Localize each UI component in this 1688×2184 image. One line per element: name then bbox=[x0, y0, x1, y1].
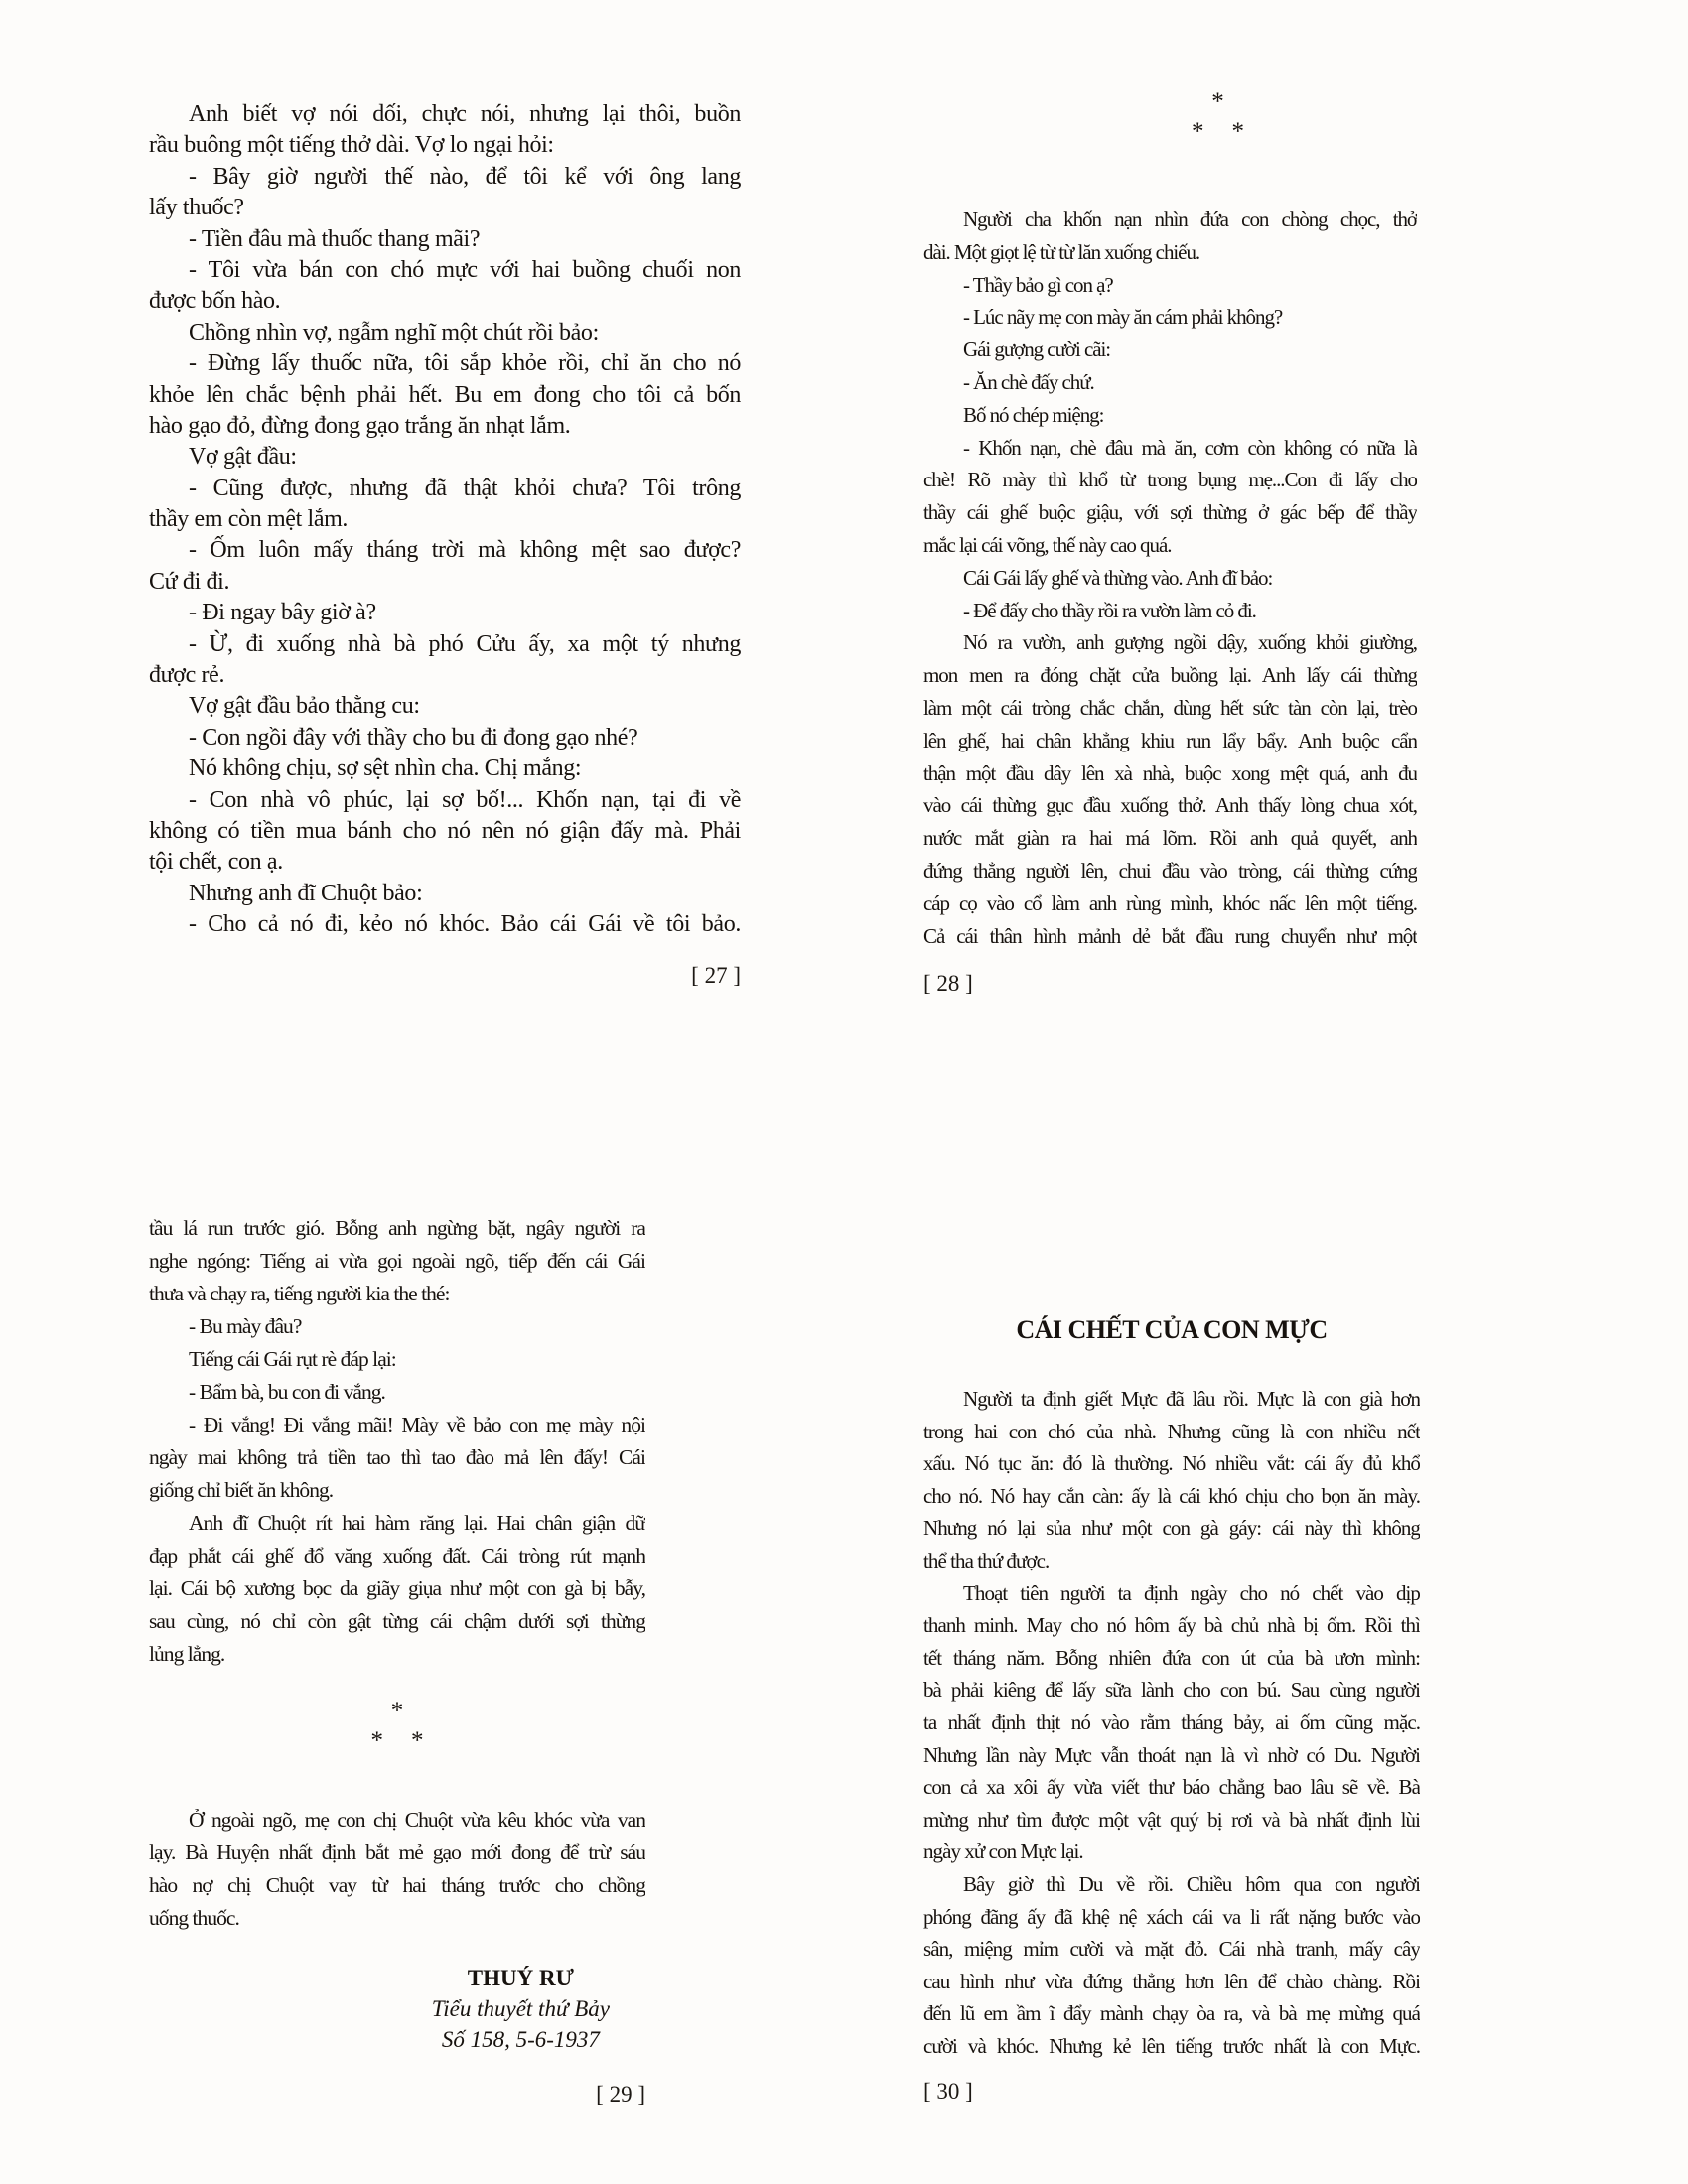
page-30-text-column bbox=[923, 1313, 1420, 2062]
text-line: thầy cái ghế buộc giậu, với sợi thừng ở gác bếp để thầy bbox=[923, 500, 1417, 525]
text-line: - Con nhà vô phúc, lại sợ bố!... Khốn nạn, tại đi về bbox=[189, 786, 741, 813]
text-line: Cứ đi đi. bbox=[149, 568, 230, 595]
text-line: thanh minh. May cho nó hôm ấy bà chủ nhà bị ốm. Rồi thì bbox=[923, 1613, 1420, 1638]
text-line: lạy. Bà Huyện nhất định bắt mẻ gạo mới đong để trừ sáu bbox=[149, 1841, 645, 1864]
text-line: Bố nó chép miệng: bbox=[963, 402, 1104, 427]
page-27-text-column bbox=[149, 99, 741, 941]
text-line: Tiếng cái Gái rụt rè đáp lại: bbox=[189, 1347, 396, 1371]
text-line: cười và khóc. Nhưng kẻ lên tiếng trước nhất là con Mực. bbox=[923, 2033, 1420, 2058]
page-number-28: [ 28 ] bbox=[923, 971, 973, 996]
text-line: Gái gượng cười cãi: bbox=[963, 338, 1111, 362]
text-line: - Bây giờ người thế nào, để tôi kể với ông lang bbox=[189, 163, 741, 190]
text-line: - Để đấy cho thầy rồi ra vườn làm cỏ đi. bbox=[963, 598, 1256, 622]
asterisk-glyph: * bbox=[390, 1698, 404, 1724]
text-line: - Tiền đâu mà thuốc thang mãi? bbox=[189, 225, 481, 252]
text-line: Cả cái thân hình mảnh dẻ bắt đầu rung chuyển như một bbox=[923, 923, 1417, 948]
text-line: Cái Gái lấy ghế và thừng vào. Anh đĩ bảo: bbox=[963, 565, 1273, 590]
text-line: đến lũ em ầm ĩ đẩy mành chạy òa ra, và bà mẹ mừng quá bbox=[923, 2001, 1420, 2026]
text-line: - Khốn nạn, chè đâu mà ăn, cơm còn không có nữa là bbox=[963, 435, 1417, 460]
text-line: Vợ gật đầu: bbox=[189, 444, 297, 471]
text-line: ta nhất định thịt nó vào rằm tháng bảy, ai ốm cũng mặc. bbox=[923, 1709, 1420, 1734]
text-line: dài. Một giọt lệ từ từ lăn xuống chiếu. bbox=[923, 239, 1200, 264]
text-line: lấy thuốc? bbox=[149, 195, 244, 221]
text-line: - Bu mày đâu? bbox=[189, 1314, 302, 1338]
ornament-row bbox=[971, 117, 1465, 147]
text-line: cho nó. Nó hay cắn càn: ấy là cái khó chịu cho bọn ăn mày. bbox=[923, 1483, 1420, 1508]
asterisk-glyph: * bbox=[1211, 88, 1224, 115]
text-line: lại. Cái bộ xương bọc da giãy giụa như một con gà bị bẫy, bbox=[149, 1576, 645, 1600]
section-break-ornament bbox=[923, 87, 1417, 147]
asterisk-glyph: * bbox=[370, 1727, 383, 1754]
text-line: hào nợ chị Chuột vay từ hai tháng trước cho chồng bbox=[149, 1873, 645, 1897]
page-27-paragraph-lines bbox=[149, 99, 741, 941]
text-line: Bây giờ thì Du về rồi. Chiều hôm qua con người bbox=[963, 1871, 1420, 1896]
text-line: được rẻ. bbox=[149, 662, 225, 689]
text-line: Nó không chịu, sợ sệt nhìn cha. Chị mắng: bbox=[189, 755, 582, 782]
text-line: xấu. Nó tục ăn: đó là thường. Nó nhiều vắt: cái ấy đủ khổ bbox=[923, 1451, 1420, 1476]
text-line: tết tháng năm. Bỗng nhiên đứa con út của bà ươn mình: bbox=[923, 1645, 1420, 1670]
text-line: - Thầy bảo gì con ạ? bbox=[963, 272, 1113, 297]
text-line: Nhưng lần này Mực vẫn thoát nạn là vì nhờ có Du. Người bbox=[923, 1742, 1420, 1767]
text-line: bà phải kiêng để lấy sữa lành cho con bú. Sau cùng người bbox=[923, 1678, 1420, 1703]
text-line: lủng lẳng. bbox=[149, 1642, 225, 1666]
text-line: thầy em còn mệt lắm. bbox=[149, 506, 349, 533]
text-line: Anh biết vợ nói dối, chực nói, nhưng lại thôi, buồn bbox=[189, 101, 741, 127]
text-line: Ở ngoài ngõ, mẹ con chị Chuột vừa kêu khóc vừa van bbox=[189, 1808, 645, 1832]
author-signature-block bbox=[432, 1963, 610, 2055]
text-line: chè! Rõ mày thì khổ từ trong bụng mẹ...Con đi lấy cho bbox=[923, 468, 1417, 492]
page-29-paragraph-lines bbox=[149, 1212, 645, 1671]
text-line: Anh đĩ Chuột rít hai hàm răng lại. Hai chân giận dữ bbox=[189, 1511, 645, 1535]
text-line: phóng đãng ấy đã khệ nệ xách cái va li rất nặng bước vào bbox=[923, 1904, 1420, 1929]
text-line: Thoạt tiên người ta định ngày cho nó chết vào dịp bbox=[963, 1580, 1420, 1605]
text-line: tầu lá run trước gió. Bỗng anh ngừng bặt, ngây người ra bbox=[149, 1216, 645, 1240]
section-break-ornament bbox=[149, 1697, 645, 1756]
asterisk-glyph: * bbox=[1192, 118, 1204, 145]
text-line: tội chết, con ạ. bbox=[149, 849, 283, 876]
text-line: nghe ngóng: Tiếng ai vừa gọi ngoài ngõ, tiếp đến cái Gái bbox=[149, 1249, 645, 1273]
text-line: trong hai con chó của nhà. Nhưng cũng là con nhiều nết bbox=[923, 1419, 1420, 1443]
text-line: mừng như tìm được một vật quý bị rơi và bà nhất định lùi bbox=[923, 1807, 1420, 1832]
text-line: - Lúc nãy mẹ con mày ăn cám phải không? bbox=[963, 305, 1283, 330]
ornament-row bbox=[971, 87, 1465, 117]
page-29-text-column bbox=[149, 1212, 645, 2055]
ornament-row bbox=[149, 1697, 645, 1726]
text-line: - Đừng lấy thuốc nữa, tôi sắp khỏe rồi, chỉ ăn cho nó bbox=[189, 350, 741, 377]
text-line: hào gạo đỏ, đừng đong gạo trắng ăn nhạt lắm. bbox=[149, 412, 571, 439]
text-line: mon men ra đóng chặt cửa buồng lại. Anh lấy cái thừng bbox=[923, 663, 1417, 688]
text-line: uống thuốc. bbox=[149, 1906, 239, 1930]
page-number-29: [ 29 ] bbox=[596, 2082, 645, 2107]
text-line: Nhưng nó lại sủa như một con gà gáy: cái này thì không bbox=[923, 1516, 1420, 1541]
ornament-row bbox=[149, 1726, 645, 1756]
text-line: Nhưng anh đĩ Chuột bảo: bbox=[189, 880, 423, 906]
text-line: ngày mai không trả tiền tao thì tao đào mả lên đấy! Cái bbox=[149, 1445, 645, 1469]
text-line: không có tiền mua bánh cho nó nên nó giận đấy mà. Phải bbox=[149, 817, 741, 844]
page-28-text-column bbox=[923, 204, 1417, 952]
text-line: rầu buông một tiếng thở dài. Vợ lo ngại hỏi: bbox=[149, 132, 554, 159]
text-line: Chồng nhìn vợ, ngẫm nghĩ một chút rồi bảo: bbox=[189, 319, 599, 345]
text-line: - Đi ngay bây giờ à? bbox=[189, 600, 376, 626]
publication-title: Tiểu thuyết thứ Bảy bbox=[431, 1996, 610, 2021]
page-28-paragraph-lines bbox=[923, 204, 1417, 952]
author-name: THUÝ RƯ bbox=[467, 1966, 574, 1990]
text-line: Vợ gật đầu bảo thằng cu: bbox=[189, 693, 420, 720]
text-line: - Ốm luôn mấy tháng trời mà không mệt sao được? bbox=[189, 537, 741, 564]
text-line: - Bẩm bà, bu con đi vắng. bbox=[189, 1380, 385, 1404]
text-line: - Tôi vừa bán con chó mực với hai buồng chuối non bbox=[189, 256, 741, 283]
asterisk-glyph: * bbox=[411, 1727, 424, 1754]
text-line: - Cho cả nó đi, kẻo nó khóc. Bảo cái Gái về tôi bảo. bbox=[189, 911, 741, 938]
text-line: - Ăn chè đấy chứ. bbox=[963, 369, 1094, 394]
text-line: giống chỉ biết ăn không. bbox=[149, 1478, 334, 1502]
text-line: đứng thẳng người lên, chui đầu vào tròng, cái thừng cứng bbox=[923, 858, 1417, 883]
text-line: nước mắt giàn ra hai má lõm. Rồi anh quả quyết, anh bbox=[923, 826, 1417, 851]
text-line: thận một đầu dây lên xà nhà, buộc xong mệt quá, anh đu bbox=[923, 760, 1417, 785]
page-number-30: [ 30 ] bbox=[923, 2079, 973, 2104]
text-line: Người ta định giết Mực đã lâu rồi. Mực là con già hơn bbox=[963, 1387, 1420, 1411]
page-30-paragraph-lines bbox=[923, 1383, 1420, 2062]
text-line: cau hình như vừa đứng thẳng hơn lên để chào chàng. Rồi bbox=[923, 1969, 1420, 1993]
text-line: lên ghế, hai chân khẳng khiu run lẩy bẩy. Anh buộc cẩn bbox=[923, 728, 1417, 752]
text-line: cáp cọ vào cổ làm anh rùng mình, khóc nấc lên một tiếng. bbox=[923, 890, 1417, 915]
text-line: Nó ra vườn, anh gượng ngồi dậy, xuống khỏi giường, bbox=[963, 630, 1417, 655]
story-title: CÁI CHẾT CỦA CON MỰC bbox=[1016, 1315, 1328, 1344]
text-line: mắc lại cái võng, thế này cao quá. bbox=[923, 532, 1172, 557]
text-line: - Ừ, đi xuống nhà bà phó Cửu ấy, xa một tý nhưng bbox=[189, 630, 741, 657]
text-line: làm một cái tròng chắc chắn, dùng hết sức tàn còn lại, trèo bbox=[923, 695, 1417, 720]
text-line: được bốn hào. bbox=[149, 288, 281, 315]
text-line: thể tha thứ được. bbox=[923, 1548, 1050, 1572]
text-line: con cả xa xôi ấy vừa viết thư báo chẳng bao lâu sẽ về. Bà bbox=[923, 1775, 1420, 1800]
text-line: Người cha khốn nạn nhìn đứa con chòng chọc, thở bbox=[963, 207, 1417, 231]
text-line: - Đi vắng! Đi vắng mãi! Mày về bảo con mẹ mày nội bbox=[189, 1413, 645, 1436]
text-line: - Con ngồi đây với thầy cho bu đi đong gạo nhé? bbox=[189, 724, 638, 751]
text-line: vào cái thừng gục đầu xuống thở. Anh thấy lòng chua xót, bbox=[923, 793, 1417, 818]
text-line: - Cũng được, nhưng đã thật khỏi chưa? Tôi trông bbox=[189, 475, 741, 501]
asterisk-glyph: * bbox=[1231, 118, 1244, 145]
text-line: ngày xử con Mực lại. bbox=[923, 1840, 1083, 1864]
text-line: đạp phắt cái ghế đổ văng xuống đất. Cái tròng rút mạnh bbox=[149, 1544, 645, 1568]
text-line: khỏe lên chắc bệnh phải hết. Bu em đong cho tôi cả bốn bbox=[149, 381, 741, 408]
issue-number-and-date: Số 158, 5-6-1937 bbox=[441, 2027, 600, 2052]
text-line: sân, miệng mỉm cười và mặt đỏ. Cái nhà tranh, mấy cây bbox=[923, 1937, 1420, 1962]
text-line: thưa và chạy ra, tiếng người kia the thé: bbox=[149, 1282, 450, 1305]
page-29-closing-lines bbox=[149, 1804, 645, 1935]
page-number-27: [ 27 ] bbox=[691, 963, 741, 988]
text-line: sau cùng, nó chỉ còn gật từng cái chậm dưới sợi thừng bbox=[149, 1609, 645, 1633]
